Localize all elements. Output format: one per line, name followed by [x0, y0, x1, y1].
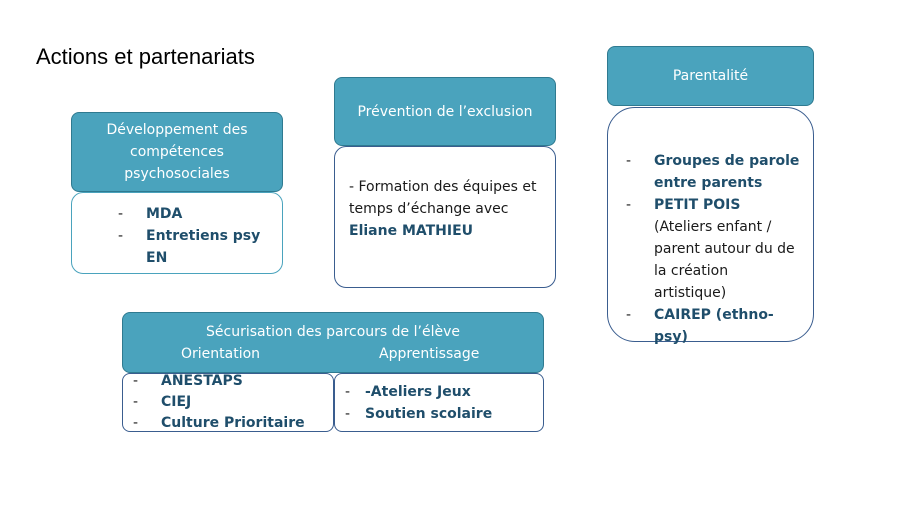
- parentalite-list: [626, 150, 801, 348]
- list-item: - ANESTAPS: [133, 373, 325, 392]
- prevention-header: [334, 77, 556, 146]
- list-item: - Groupes de parole entre parents: [626, 150, 801, 194]
- parentalite-header-label: Parentalité: [672, 68, 749, 84]
- orientation-label: Orientation: [181, 346, 261, 362]
- apprentissage-list: [345, 381, 535, 425]
- dev-content-box: [71, 192, 283, 274]
- securisation-header-label: Sécurisation des parcours de l’élève: [206, 324, 460, 340]
- dev-header-label: Développement des compétences psychosociales: [106, 122, 248, 182]
- dev-header: [71, 112, 283, 192]
- parentalite-header: [607, 46, 814, 106]
- list-item: - Entretiens psy EN: [118, 225, 268, 269]
- list-item: - -Ateliers Jeux: [345, 381, 535, 403]
- prevention-text: - Formation des équipes et temps d’échange avec: [349, 179, 537, 217]
- page-title: Actions et partenariats: [36, 44, 255, 69]
- list-item: - Soutien scolaire: [345, 403, 535, 425]
- securisation-header: [122, 312, 544, 373]
- dev-list: [118, 203, 268, 269]
- list-item: - PETIT POIS (Ateliers enfant / parent autour du de la création artistique): [626, 194, 801, 304]
- list-item: - MDA: [118, 203, 268, 225]
- list-item: - CIEJ: [133, 392, 325, 413]
- apprentissage-label: Apprentissage: [379, 346, 480, 362]
- apprentissage-box: [334, 373, 544, 432]
- prevention-header-label: Prévention de l’exclusion: [357, 103, 533, 120]
- prevention-name: Eliane MATHIEU: [349, 223, 474, 239]
- list-item: - Culture Prioritaire: [133, 413, 325, 432]
- list-item: - CAIREP (ethno-psy): [626, 304, 801, 348]
- parentalite-content-box: [607, 107, 814, 345]
- prevention-content-box: [334, 146, 556, 288]
- orientation-box: [122, 373, 334, 432]
- orientation-list: [133, 373, 325, 432]
